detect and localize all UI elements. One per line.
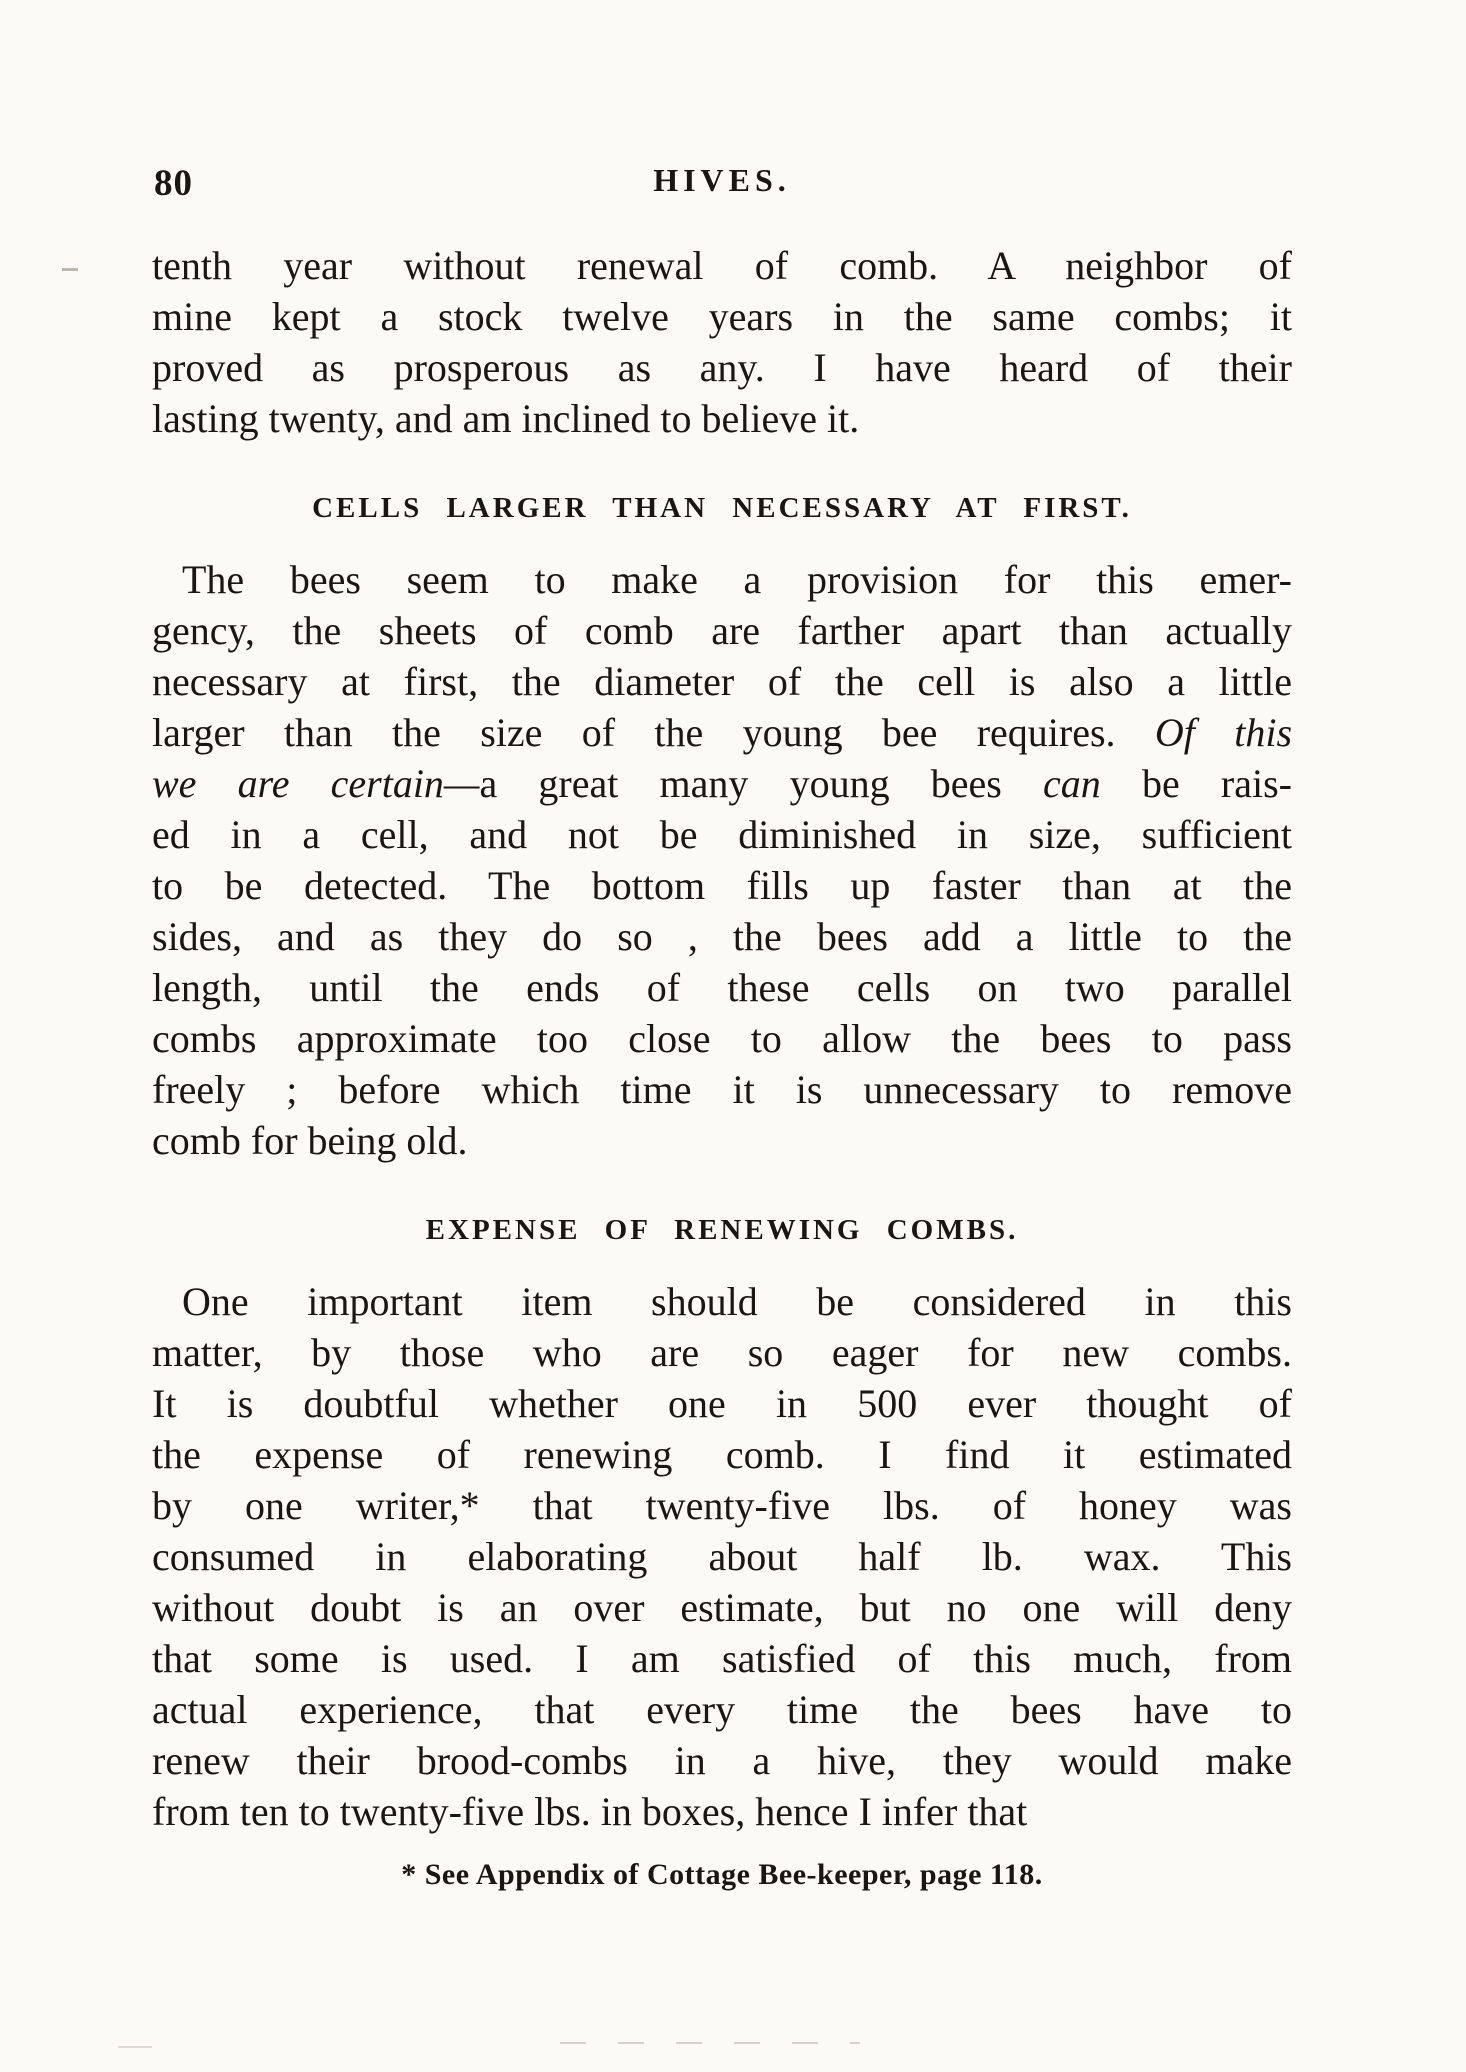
text-line <box>152 1429 1292 1480</box>
text-run: the expense of renewing comb. I find it estimated <box>152 1432 1292 1477</box>
text-run: gency, the sheets of comb are farther apart than actually <box>152 608 1292 653</box>
text-run: ed in a cell, and not be diminished in size, sufficient <box>152 812 1292 857</box>
text-line <box>152 758 1292 809</box>
text-line <box>152 1735 1292 1786</box>
text-run: to be detected. The bottom fills up faster than at the <box>152 863 1292 908</box>
text-run: from ten to twenty-five lbs. in boxes, hence I infer that <box>152 1789 1028 1834</box>
text-line <box>152 291 1292 342</box>
text-run: proved as prosperous as any. I have heard of their <box>152 345 1292 390</box>
text-run: by one writer,* that twenty-five lbs. of honey was <box>152 1483 1292 1528</box>
text-run: larger than the size of the young bee requires. <box>152 710 1155 755</box>
text-run: mine kept a stock twelve years in the same combs; it <box>152 294 1292 339</box>
text-run: tenth year without renewal of comb. A neighbor of <box>152 243 1292 288</box>
scan-artifact-margin-dash <box>62 268 78 271</box>
text-line <box>152 605 1292 656</box>
text-line <box>152 1115 1292 1166</box>
italic-text-run: can <box>1043 761 1101 806</box>
scan-artifact-bottom-smudge <box>560 2042 860 2044</box>
text-run: consumed in elaborating about half lb. wax. This <box>152 1534 1292 1579</box>
text-line <box>152 911 1292 962</box>
scan-artifact-bottom-speck <box>118 2046 152 2048</box>
text-line <box>152 1276 1292 1327</box>
running-head-title: HIVES. <box>653 162 791 198</box>
text-run: actual experience, that every time the bees have to <box>152 1687 1292 1732</box>
text-line <box>152 1633 1292 1684</box>
text-line <box>152 860 1292 911</box>
paragraph-cells-larger <box>152 554 1292 1166</box>
text-run: One important item should be considered in this <box>182 1279 1292 1324</box>
text-run: combs approximate too close to allow the bees to pass <box>152 1016 1292 1061</box>
page-header <box>152 158 1292 208</box>
text-line <box>152 1684 1292 1735</box>
section-heading-cells-larger: CELLS LARGER THAN NECESSARY AT FIRST. <box>312 492 1132 524</box>
paragraph-expense <box>152 1276 1292 1837</box>
text-run: renew their brood-combs in a hive, they would make <box>152 1738 1292 1783</box>
text-line <box>152 240 1292 291</box>
text-line <box>152 1786 1292 1837</box>
text-line <box>152 809 1292 860</box>
text-line <box>152 1480 1292 1531</box>
italic-text-run: we are certain— <box>152 761 480 806</box>
text-line <box>152 342 1292 393</box>
text-run: be rais- <box>1100 761 1293 806</box>
text-run: sides, and as they do so , the bees add a little to the <box>152 914 1292 959</box>
text-line <box>152 393 1292 444</box>
text-line <box>152 1378 1292 1429</box>
section-heading-expense: EXPENSE OF RENEWING COMBS. <box>425 1214 1019 1246</box>
text-line <box>152 656 1292 707</box>
text-line <box>152 1013 1292 1064</box>
text-line <box>152 962 1292 1013</box>
text-run: length, until the ends of these cells on two parallel <box>152 965 1292 1010</box>
text-run: necessary at first, the diameter of the cell is also a little <box>152 659 1292 704</box>
text-line <box>152 554 1292 605</box>
text-run: lasting twenty, and am inclined to believe it. <box>152 396 860 441</box>
text-run: It is doubtful whether one in 500 ever thought of <box>152 1381 1292 1426</box>
text-block <box>152 240 1292 1895</box>
text-run: The bees seem to make a provision for this emer- <box>182 557 1292 602</box>
text-line <box>152 707 1292 758</box>
text-run: matter, by those who are so eager for new combs. <box>152 1330 1292 1375</box>
text-run: a great many young bees <box>479 761 1044 806</box>
paragraph-comb-renewal <box>152 240 1292 444</box>
italic-text-run: Of this <box>1154 710 1293 755</box>
footnote: * See Appendix of Cottage Bee-keeper, page 118. <box>401 1858 1043 1891</box>
text-run: comb for being old. <box>152 1118 468 1163</box>
text-line <box>152 1327 1292 1378</box>
text-run: freely ; before which time it is unnecessary to remove <box>152 1067 1292 1112</box>
page-number: 80 <box>154 163 193 204</box>
text-line <box>152 1531 1292 1582</box>
text-run: that some is used. I am satisfied of this much, from <box>152 1636 1292 1681</box>
text-line <box>152 1582 1292 1633</box>
text-line <box>152 1064 1292 1115</box>
text-run: without doubt is an over estimate, but no one will deny <box>152 1585 1292 1630</box>
